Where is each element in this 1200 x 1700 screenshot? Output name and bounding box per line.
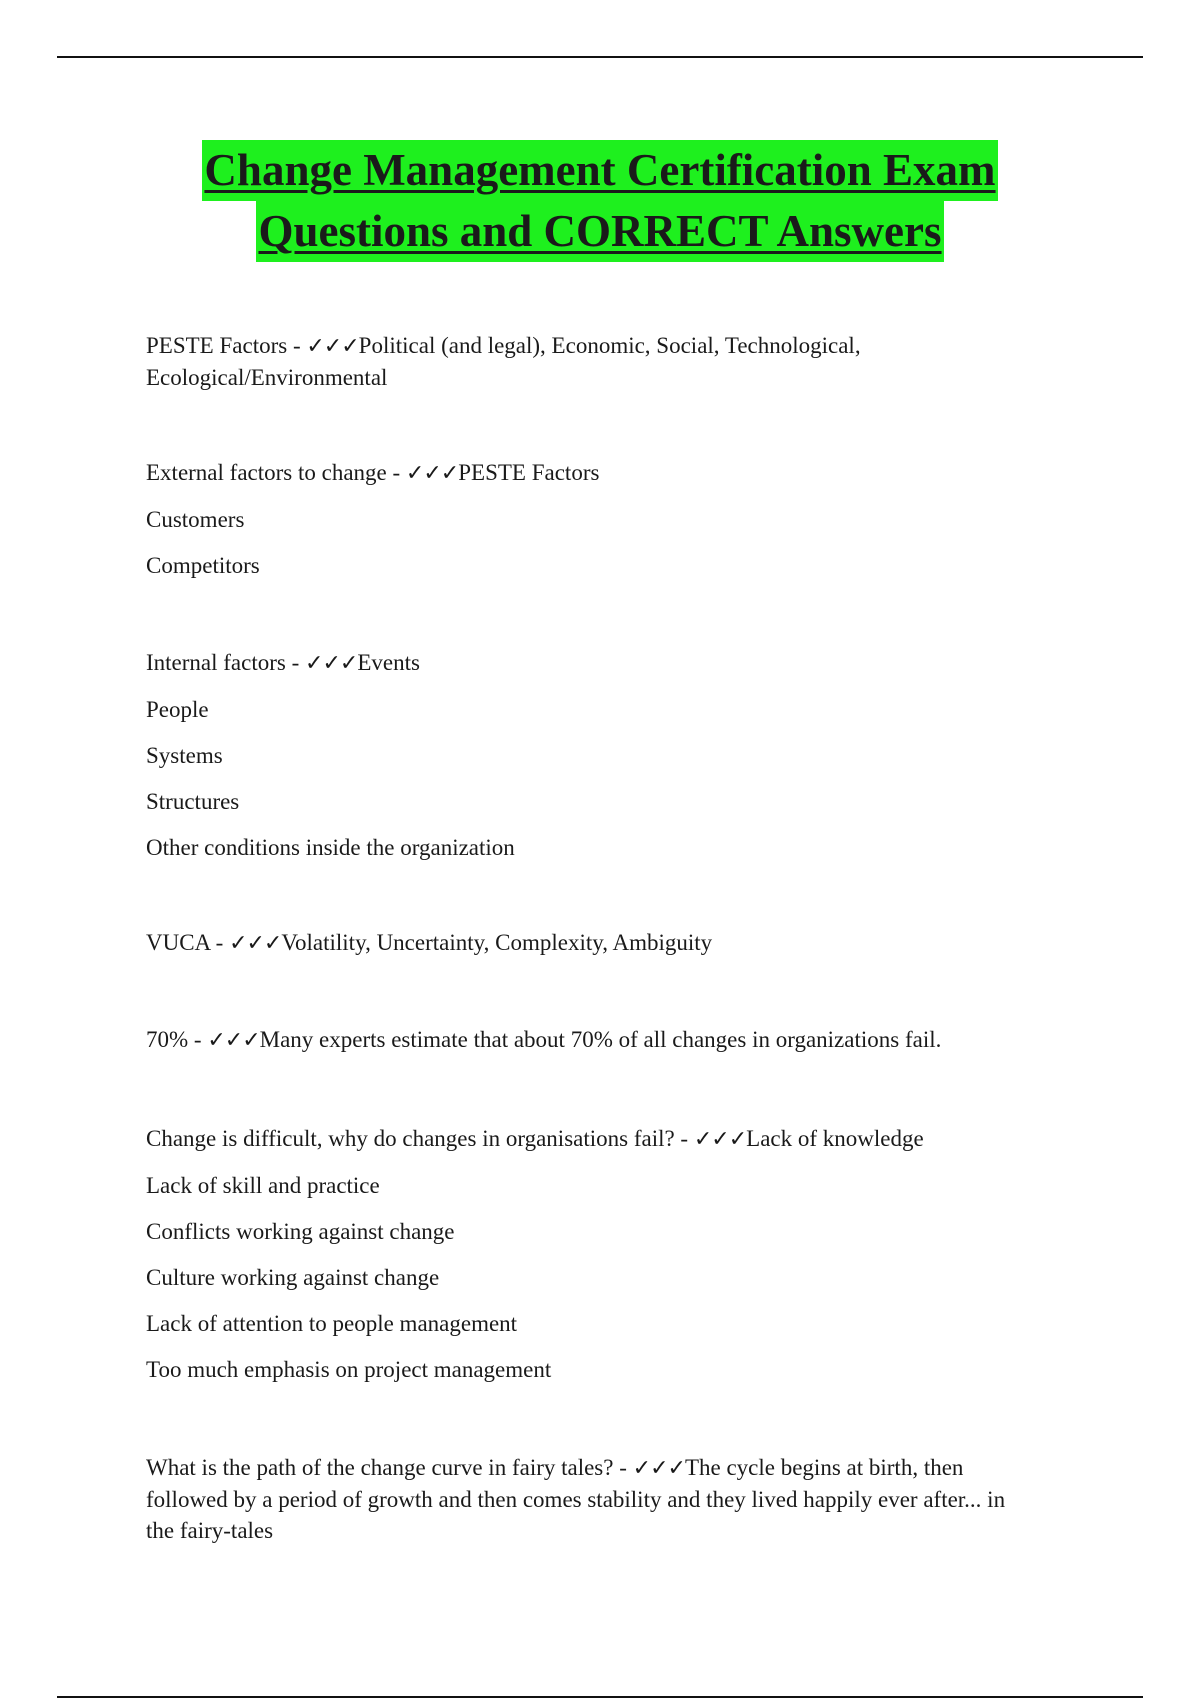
answer-text: PESTE Factors [458, 460, 600, 485]
qa-first-line [146, 1024, 941, 1056]
check-icon: ✓✓✓ [405, 461, 459, 486]
answer-extra-line: Too much emphasis on project management [146, 1357, 552, 1382]
answer-text: Volatility, Uncertainty, Complexity, Ambiguity [281, 930, 713, 955]
qa-item [146, 1123, 924, 1385]
document-title [0, 140, 1200, 262]
check-icon: ✓✓✓ [229, 931, 282, 956]
check-icon: ✓✓✓ [306, 334, 359, 359]
answer-text: The cycle begins at birth, then [684, 1455, 964, 1480]
top-rule [57, 56, 1143, 58]
question-text: PESTE Factors - [146, 333, 307, 358]
answer-extra-line: Other conditions inside the organization [146, 835, 515, 860]
question-text: 70% - [146, 1027, 208, 1052]
qa-item [146, 647, 515, 863]
answer-extra-line: Culture working against change [146, 1265, 440, 1290]
check-icon: ✓✓✓ [207, 1028, 260, 1053]
answer-text: Many experts estimate that about 70% of all changes in organizations fail. [259, 1027, 942, 1052]
qa-item [146, 927, 712, 959]
qa-item [146, 457, 599, 581]
qa-first-line [146, 1123, 924, 1155]
qa-first-line [146, 647, 515, 679]
check-icon: ✓✓✓ [305, 651, 358, 676]
question-text: External factors to change - [146, 460, 406, 485]
answer-extra-line: Structures [146, 789, 240, 814]
answer-extra-line: Lack of skill and practice [146, 1173, 380, 1198]
check-icon: ✓✓✓ [632, 1456, 685, 1481]
question-text: What is the path of the change curve in fairy tales? - [146, 1455, 633, 1480]
bottom-rule [57, 1696, 1143, 1698]
check-icon: ✓✓✓ [693, 1127, 747, 1152]
answer-extra-line: Lack of attention to people management [146, 1311, 518, 1336]
answer-continuation: Ecological/Environmental [146, 365, 388, 390]
answer-extra-line: Customers [146, 507, 245, 532]
qa-first-line [146, 1452, 1005, 1484]
answer-extra-line: Conflicts working against change [146, 1219, 455, 1244]
qa-first-line [146, 927, 712, 959]
answer-extra-line: People [146, 697, 209, 722]
answer-continuation: the fairy-tales [146, 1518, 274, 1543]
title-line-1: Change Management Certification Exam [202, 140, 997, 201]
answer-extra-line: Systems [146, 743, 223, 768]
qa-first-line [146, 330, 861, 362]
title-line-2: Questions and CORRECT Answers [256, 201, 943, 262]
question-text: Change is difficult, why do changes in organisations fail? - [146, 1126, 694, 1151]
answer-text: Political (and legal), Economic, Social, Technological, [358, 333, 861, 358]
question-text: Internal factors - [146, 650, 306, 675]
answer-continuation: followed by a period of growth and then comes stability and they lived happily ever after... in [146, 1487, 1006, 1512]
qa-item [146, 1024, 941, 1056]
qa-item [146, 1452, 1005, 1546]
qa-first-line [146, 457, 599, 489]
question-text: VUCA - [146, 930, 230, 955]
answer-extra-line: Competitors [146, 553, 260, 578]
qa-item [146, 330, 861, 393]
answer-text: Lack of knowledge [746, 1126, 924, 1151]
answer-text: Events [357, 650, 420, 675]
